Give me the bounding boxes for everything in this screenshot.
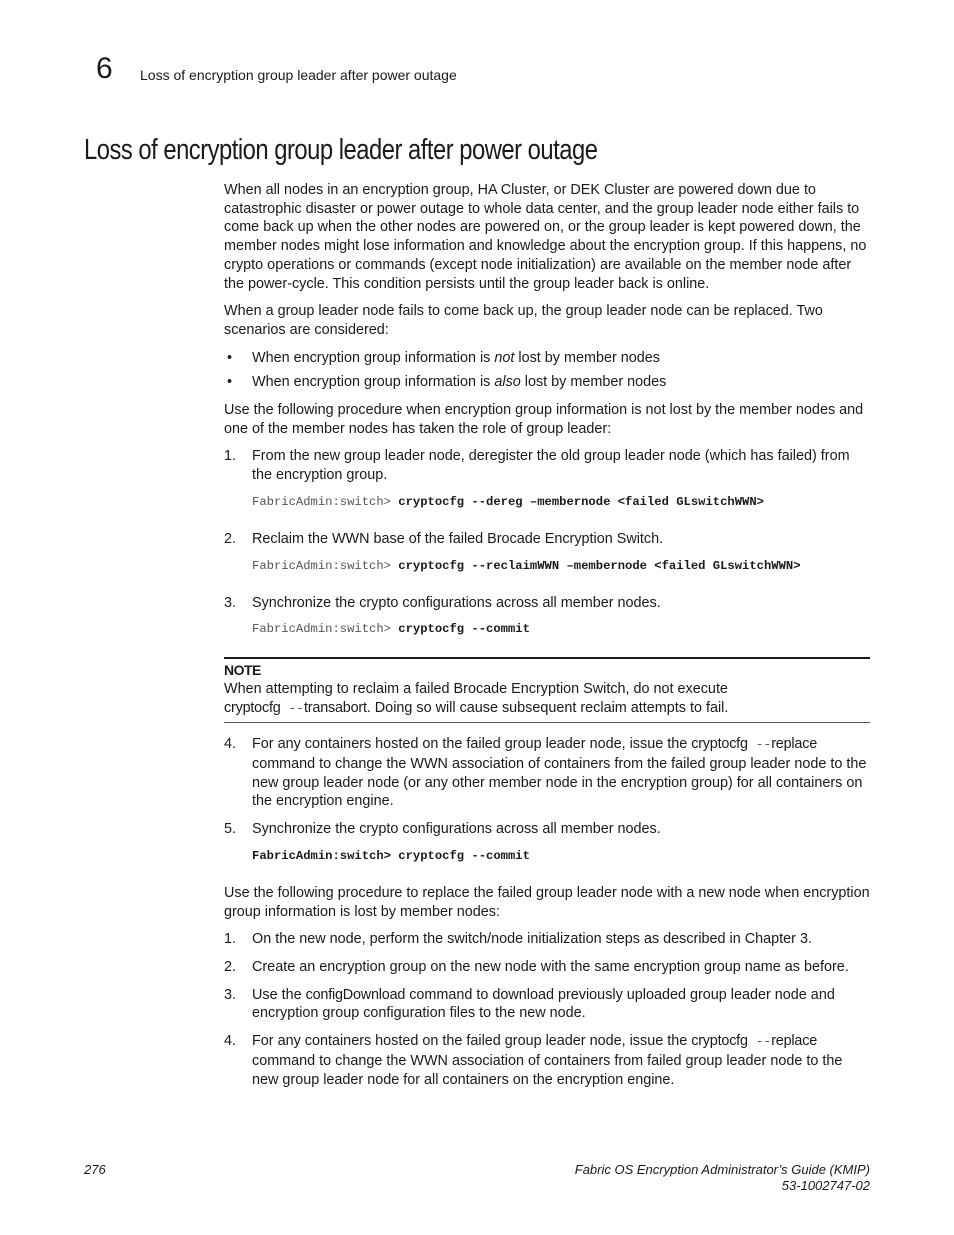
step-text: Create an encryption group on the new node with the same encryption group name as before. bbox=[252, 958, 849, 975]
guide-title: Fabric OS Encryption Administrator’s Guide (KMIP) bbox=[574, 1162, 870, 1177]
code-command: cryptocfg --commit bbox=[398, 848, 530, 863]
step-text: Synchronize the crypto configurations across all member nodes. bbox=[252, 594, 661, 611]
note-label: NOTE bbox=[224, 662, 261, 679]
step-text: For any containers hosted on the failed group leader node, issue the cryptocfg --replace command to change the WWN association of containers from failed group leader node to the new group leader node for all containers on the encryption engine. bbox=[252, 1033, 843, 1088]
code-prompt: FabricAdmin:switch> bbox=[252, 622, 399, 637]
procedure-step bbox=[224, 447, 870, 484]
list-item bbox=[224, 373, 870, 392]
intro-paragraph: When all nodes in an encryption group, HA Cluster, or DEK Cluster are powered down due to catastrophic disaster or power outage to whole data center, and the group leader node either fails to come back up when the other nodes are powered on, or the group leader is kept powered down, the member nodes might lose information and knowledge about the encryption group. If this happens, no crypto operations or commands (except node initialization) are available on the member node after the power-cycle. This condition persists until the group leader back is online. bbox=[224, 182, 867, 292]
code-prompt: FabricAdmin:switch> bbox=[252, 494, 399, 509]
step-text: Synchronize the crypto configurations across all member nodes. bbox=[252, 821, 661, 838]
step-number: 3. bbox=[224, 594, 237, 611]
step-number: 2. bbox=[224, 958, 237, 975]
code-command: cryptocfg --commit bbox=[398, 622, 530, 637]
page-title: Loss of encryption group leader after power outage bbox=[84, 134, 598, 166]
step-text: Use the configDownload command to download previously uploaded group leader node and encryption group configuration files to the new node. bbox=[252, 986, 835, 1022]
footer-doc-info bbox=[575, 1162, 870, 1194]
procedure-step bbox=[224, 735, 870, 811]
code-example bbox=[252, 621, 870, 637]
step-text: From the new group leader node, deregister the old group leader node (which has failed) from the encryption group. bbox=[252, 448, 850, 484]
note-box bbox=[224, 657, 870, 723]
doc-number: 53-1002747-02 bbox=[781, 1178, 870, 1193]
step-number: 4. bbox=[224, 736, 237, 753]
list-item bbox=[224, 349, 870, 368]
step-text: On the new node, perform the switch/node initialization steps as described in Chapter 3. bbox=[252, 931, 812, 948]
code-prompt: FabricAdmin:switch> bbox=[252, 848, 399, 863]
procedure-step bbox=[224, 530, 870, 549]
procedure-step bbox=[224, 958, 870, 977]
step-number: 4. bbox=[224, 1033, 237, 1050]
procedure-step bbox=[224, 820, 870, 839]
step-text: Reclaim the WWN base of the failed Brocade Encryption Switch. bbox=[252, 530, 664, 547]
running-header: Loss of encryption group leader after power outage bbox=[140, 67, 457, 83]
step-text: For any containers hosted on the failed group leader node, issue the cryptocfg --replace command to change the WWN association of containers from the failed group leader node to the new group leader node (or any other member node in the encryption group) for all containers on the encryption engine. bbox=[252, 736, 867, 810]
procedure-step bbox=[224, 1032, 870, 1089]
procedure-step bbox=[224, 986, 870, 1023]
procedure-1-intro: Use the following procedure when encryption group information is not lost by the member nodes and one of the member nodes has taken the role of group leader: bbox=[224, 402, 864, 437]
note-text: When attempting to reclaim a failed Brocade Encryption Switch, do not execute cryptocfg --transabort. Doing so will cause subsequent reclaim attempts to fail. bbox=[224, 680, 729, 716]
bullet-icon: • bbox=[227, 349, 233, 366]
scenarios-paragraph: When a group leader node fails to come back up, the group leader node can be replaced. Two scenarios are considered: bbox=[224, 303, 823, 338]
bullet-icon: • bbox=[227, 374, 233, 391]
list-item-text: When encryption group information is also lost by member nodes bbox=[252, 374, 667, 391]
page-number: 276 bbox=[84, 1162, 106, 1177]
step-number: 1. bbox=[224, 448, 237, 465]
step-number: 5. bbox=[224, 821, 237, 838]
code-command: cryptocfg --reclaimWWN –membernode <failed GLswitchWWN> bbox=[398, 558, 801, 573]
scenario-list bbox=[224, 349, 870, 392]
body-content bbox=[224, 181, 870, 1098]
code-command: cryptocfg --dereg –membernode <failed GLswitchWWN> bbox=[398, 494, 764, 509]
code-example bbox=[252, 494, 870, 510]
code-example bbox=[252, 558, 870, 574]
chapter-number: 6 bbox=[96, 52, 113, 85]
procedure-step bbox=[224, 594, 870, 613]
step-number: 1. bbox=[224, 931, 237, 948]
code-prompt: FabricAdmin:switch> bbox=[252, 558, 399, 573]
step-number: 3. bbox=[224, 986, 237, 1003]
code-example bbox=[252, 848, 870, 864]
procedure-2-intro: Use the following procedure to replace the failed group leader node with a new node when encryption group information is lost by member nodes: bbox=[224, 884, 870, 920]
step-number: 2. bbox=[224, 530, 237, 547]
procedure-step bbox=[224, 930, 870, 949]
list-item-text: When encryption group information is not lost by member nodes bbox=[252, 349, 660, 366]
